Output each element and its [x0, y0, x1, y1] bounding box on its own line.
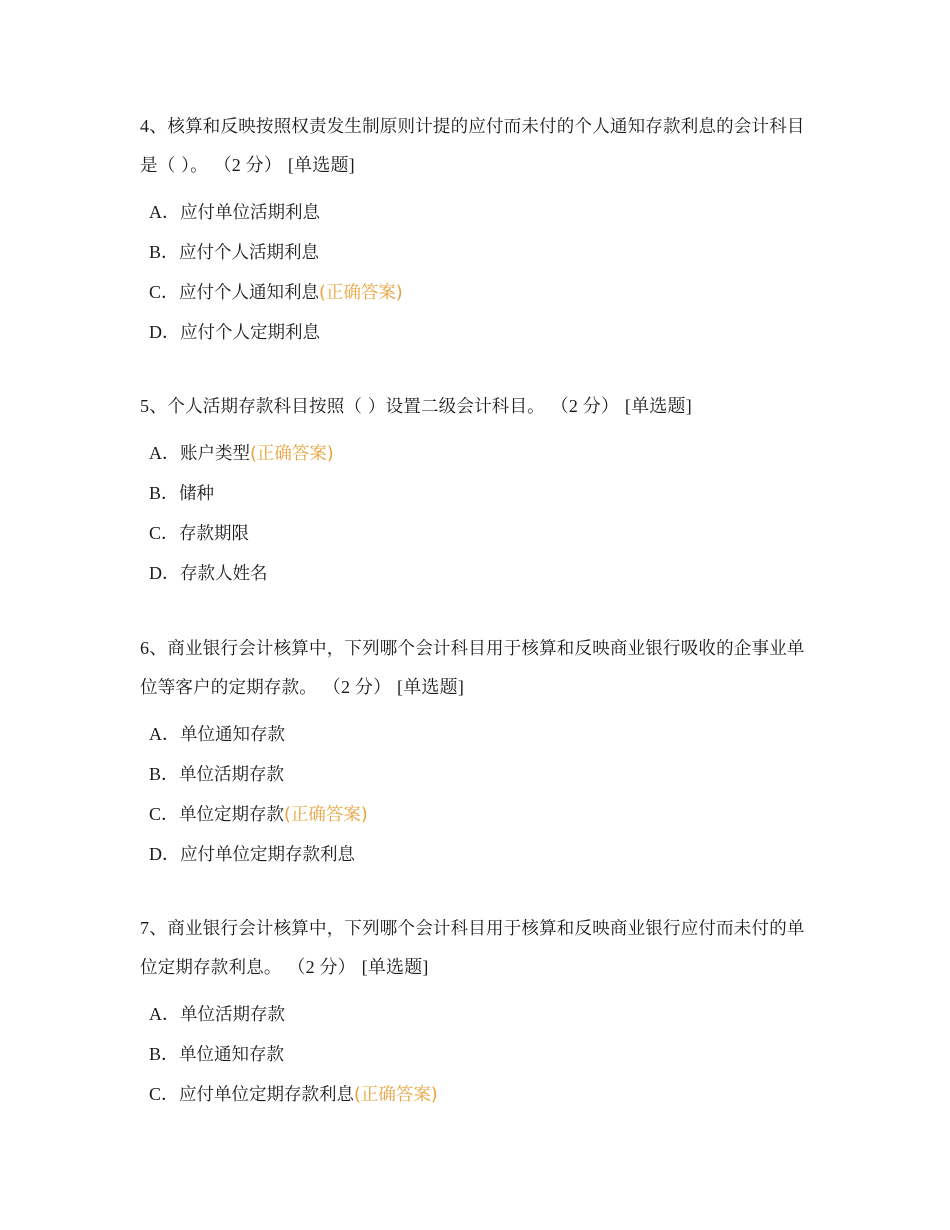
option-text: 应付单位定期存款利息 [180, 845, 355, 865]
option-c [140, 272, 810, 312]
option-d [140, 834, 810, 874]
option-a [140, 192, 810, 232]
correct-answer-mark: (正确答案) [250, 444, 334, 464]
question-score: （2 分） [550, 396, 620, 416]
option-text: 单位通知存款 [180, 725, 285, 745]
option-b [140, 754, 810, 794]
option-b [140, 232, 810, 272]
question-stem [140, 629, 810, 707]
option-letter: A． [149, 724, 180, 744]
option-letter: C． [149, 282, 180, 302]
question-5 [140, 387, 810, 593]
option-letter: B． [149, 483, 180, 503]
correct-answer-mark: (正确答案) [354, 1085, 438, 1105]
question-stem [140, 387, 810, 426]
question-6 [140, 629, 810, 874]
correct-answer-mark: (正确答案) [284, 805, 368, 825]
option-letter: A． [149, 202, 180, 222]
question-7 [140, 909, 810, 1114]
option-a [140, 994, 810, 1034]
option-text: 应付个人活期利息 [179, 243, 320, 263]
option-text: 储种 [179, 484, 215, 504]
question-number: 4、 [140, 116, 168, 136]
question-stem [140, 107, 810, 185]
option-letter: C． [149, 1084, 180, 1104]
option-text: 应付个人通知利息 [179, 283, 320, 303]
option-b [140, 1034, 810, 1074]
correct-answer-mark: (正确答案) [319, 283, 403, 303]
option-list [140, 994, 810, 1114]
question-type: [单选题] [624, 396, 692, 416]
option-c [140, 794, 810, 834]
question-number: 7、 [140, 918, 168, 938]
option-text: 存款期限 [179, 524, 250, 544]
option-d [140, 312, 810, 352]
option-letter: B． [149, 764, 180, 784]
option-letter: A． [149, 443, 180, 463]
question-stem [140, 909, 810, 987]
option-letter: C． [149, 523, 180, 543]
option-text: 账户类型 [180, 444, 250, 464]
option-letter: C． [149, 804, 180, 824]
option-b [140, 473, 810, 513]
option-text: 单位定期存款 [179, 805, 285, 825]
option-letter: D． [149, 844, 180, 864]
option-a [140, 714, 810, 754]
option-c [140, 513, 810, 553]
question-number: 5、 [140, 396, 168, 416]
option-text: 应付单位定期存款利息 [179, 1085, 355, 1105]
question-text: 商业银行会计核算中，下列哪个会计科目用于核算和反映商业银行吸收的企事业单位等客户的定期存款。 [140, 639, 805, 698]
option-text: 应付个人定期利息 [180, 323, 320, 343]
question-type: [单选题] [397, 677, 465, 697]
option-letter: B． [149, 1044, 180, 1064]
option-list [140, 433, 810, 593]
question-score: （2 分） [213, 155, 283, 175]
option-text: 单位活期存款 [180, 1005, 285, 1025]
question-score: （2 分） [322, 677, 392, 697]
question-number: 6、 [140, 638, 168, 658]
option-letter: D． [149, 322, 180, 342]
question-4 [140, 107, 810, 352]
option-text: 单位通知存款 [179, 1045, 285, 1065]
question-type: [单选题] [287, 155, 355, 175]
option-text: 应付单位活期利息 [180, 203, 320, 223]
question-type: [单选题] [361, 957, 429, 977]
option-letter: D． [149, 563, 180, 583]
question-text: 核算和反映按照权责发生制原则计提的应付而未付的个人通知存款利息的会计科目是（ ）。 [140, 117, 805, 176]
option-letter: B． [149, 242, 180, 262]
question-score: （2 分） [287, 957, 356, 977]
option-list [140, 714, 810, 874]
question-text: 个人活期存款科目按照（ ）设置二级会计科目。 [167, 397, 545, 417]
option-list [140, 192, 810, 352]
option-text: 存款人姓名 [180, 564, 268, 584]
question-text: 商业银行会计核算中，下列哪个会计科目用于核算和反映商业银行应付而未付的单位定期存款利息。 [140, 919, 805, 978]
option-text: 单位活期存款 [179, 765, 285, 785]
option-c [140, 1074, 810, 1114]
option-a [140, 433, 810, 473]
option-letter: A． [149, 1004, 180, 1024]
option-d [140, 553, 810, 593]
